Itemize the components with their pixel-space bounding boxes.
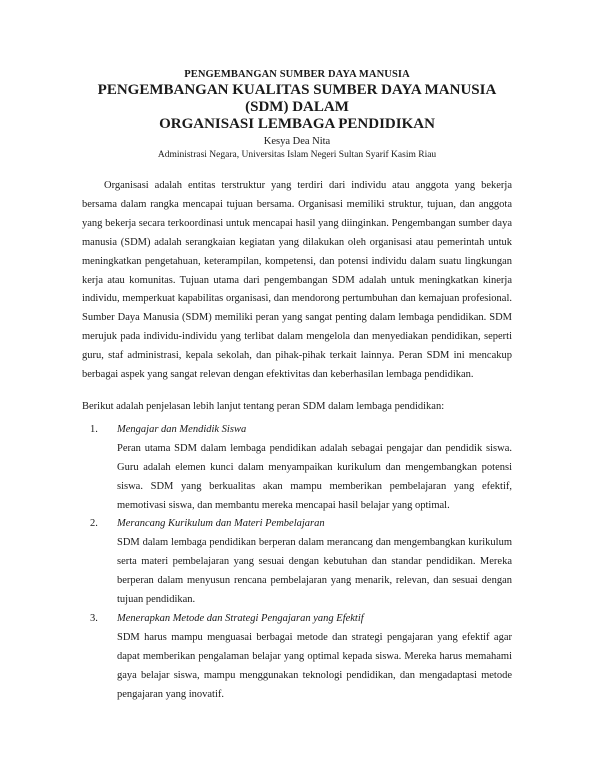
list-item — [82, 515, 512, 610]
list-item-title: Merancang Kurikulum dan Materi Pembelajaran — [117, 518, 325, 530]
author-affiliation: Administrasi Negara, Universitas Islam Negeri Sultan Syarif Kasim Riau — [157, 150, 437, 160]
section-kicker: PENGEMBANGAN SUMBER DAYA MANUSIA — [184, 69, 410, 80]
list-item-title: Menerapkan Metode dan Strategi Pengajaran yang Efektif — [117, 612, 364, 624]
list-item — [82, 610, 512, 705]
author-name: Kesya Dea Nita — [263, 136, 331, 147]
list-item-number: 3. — [90, 612, 98, 624]
list-item — [82, 421, 512, 516]
roles-list — [82, 421, 512, 705]
list-item-title: Mengajar dan Mendidik Siswa — [117, 423, 247, 435]
list-item-text: SDM dalam lembaga pendidikan berperan dalam merancang dan mengembangkan kurikulum serta materi pembelajaran yang sesuai dengan kebutuhan dan standar pendidikan. Mereka berperan dalam menyusun rencana pembelajaran yang menarik, relevan, dan sesuai dengan tujuan pendidikan. — [117, 537, 512, 606]
intro-paragraph: Organisasi adalah entitas terstruktur yang terdiri dari individu atau anggota yang bekerja bersama dalam rangka mencapai tujuan bersama. Organisasi memiliki struktur, tujuan, dan anggota yang bekerja secara terkoordinasi untuk mencapai hasil yang diinginkan. Pengembangan sumber daya manusia (SDM) adalah serangkaian kegiatan yang dilakukan oleh organisasi atau pemerintah untuk meningkatkan pengetahuan, keterampilan, kompetensi, dan potensi individu dalam suatu lingkungan kerja atau komunitas. Tujuan utama dari pengembangan SDM adalah untuk meningkatkan kinerja individu, memperkuat kapabilitas organisasi, dan mendorong pertumbuhan dan kemajuan profesional. Sumber Daya Manusia (SDM) memiliki peran yang sangat penting dalam lembaga pendidikan. SDM merujuk pada individu-individu yang terlibat dalam mengelola dan menyediakan pendidikan, seperti guru, staf administrasi, kepala sekolah, dan pihak-pihak terkait lainnya. Peran SDM ini mencakup berbagai aspek yang sangat relevan dengan efektivitas dan keberhasilan lembaga pendidikan. — [82, 180, 512, 381]
list-lead-paragraph: Berikut adalah penjelasan lebih lanjut tentang peran SDM dalam lembaga pendidikan: — [82, 400, 445, 412]
list-item-number: 1. — [90, 423, 98, 435]
document-title-line-2: ORGANISASI LEMBAGA PENDIDIKAN — [159, 116, 435, 132]
list-item-text: Peran utama SDM dalam lembaga pendidikan adalah sebagai pengajar dan pendidik siswa. Guru adalah elemen kunci dalam menyampaikan kurikulum dan mengembangkan potensi siswa. SDM yang berkualitas akan mampu memberikan pembelajaran yang efektif, memotivasi siswa, dan membantu mereka mencapai hasil belajar yang optimal. — [117, 442, 512, 511]
document-title-line-1: PENGEMBANGAN KUALITAS SUMBER DAYA MANUSIA (SDM) DALAM — [97, 82, 497, 115]
list-item-text: SDM harus mampu menguasai berbagai metode dan strategi pengajaran yang efektif agar dapat memberikan pengalaman belajar yang optimal kepada siswa. Mereka harus memahami gaya belajar siswa, mampu menggunakan teknologi pendidikan, dan mengadaptasi metode pengajaran yang inovatif. — [117, 631, 512, 700]
document-header — [82, 0, 512, 162]
list-item-number: 2. — [90, 518, 98, 530]
